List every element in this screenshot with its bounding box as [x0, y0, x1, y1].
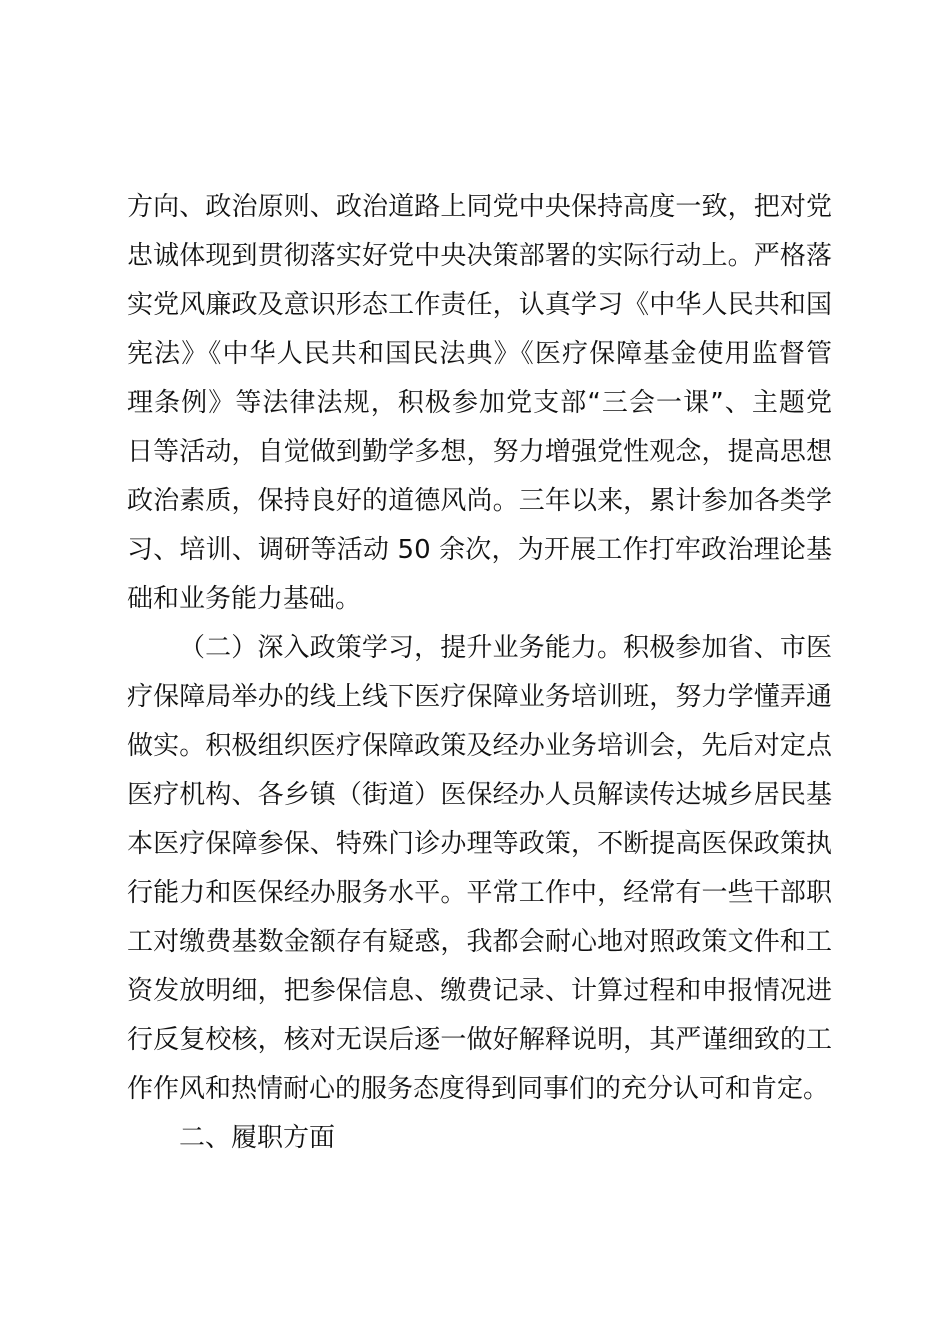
text-line: 实党风廉政及意识形态工作责任，认真学习《中华人民共和国 — [127, 290, 832, 320]
text-line: 础和业务能力基础。 — [127, 584, 362, 614]
text-line: 医疗机构、各乡镇（街道）医保经办人员解读传达城乡居民基 — [127, 780, 832, 810]
text-line: 做实。积极组织医疗保障政策及经办业务培训会，先后对定点 — [127, 731, 832, 761]
document-body — [127, 183, 832, 1163]
text-line: 工对缴费基数金额存有疑惑，我都会耐心地对照政策文件和工 — [127, 927, 832, 957]
text-line: （二）深入政策学习，提升业务能力。积极参加省、市医 — [179, 633, 832, 663]
text-line: 理条例》等法律法规，积极参加党支部“三会一课”、主题党 — [127, 388, 832, 418]
text-line: 习、培训、调研等活动 50 余次，为开展工作打牢政治理论基 — [127, 535, 832, 565]
text-line: 行能力和医保经办服务水平。平常工作中，经常有一些干部职 — [127, 878, 832, 908]
text-line: 忠诚体现到贯彻落实好党中央决策部署的实际行动上。严格落 — [127, 241, 832, 271]
text-line: 宪法》《中华人民共和国民法典》《医疗保障基金使用监督管 — [127, 339, 832, 369]
section-heading — [127, 1114, 832, 1163]
heading-line: 二、履职方面 — [179, 1123, 336, 1153]
text-line: 方向、政治原则、政治道路上同党中央保持高度一致，把对党 — [127, 192, 832, 222]
text-line: 疗保障局举办的线上线下医疗保障业务培训班，努力学懂弄通 — [127, 682, 832, 712]
text-line: 本医疗保障参保、特殊门诊办理等政策，不断提高医保政策执 — [127, 829, 832, 859]
text-line: 资发放明细，把参保信息、缴费记录、计算过程和申报情况进 — [127, 976, 832, 1006]
text-line: 政治素质，保持良好的道德风尚。三年以来，累计参加各类学 — [127, 486, 832, 516]
text-line: 日等活动，自觉做到勤学多想，努力增强党性观念，提高思想 — [127, 437, 832, 467]
text-line: 作作风和热情耐心的服务态度得到同事们的充分认可和肯定。 — [127, 1074, 830, 1104]
paragraph — [127, 183, 832, 624]
paragraph — [127, 624, 832, 1114]
text-line: 行反复校核，核对无误后逐一做好解释说明，其严谨细致的工 — [127, 1025, 832, 1055]
